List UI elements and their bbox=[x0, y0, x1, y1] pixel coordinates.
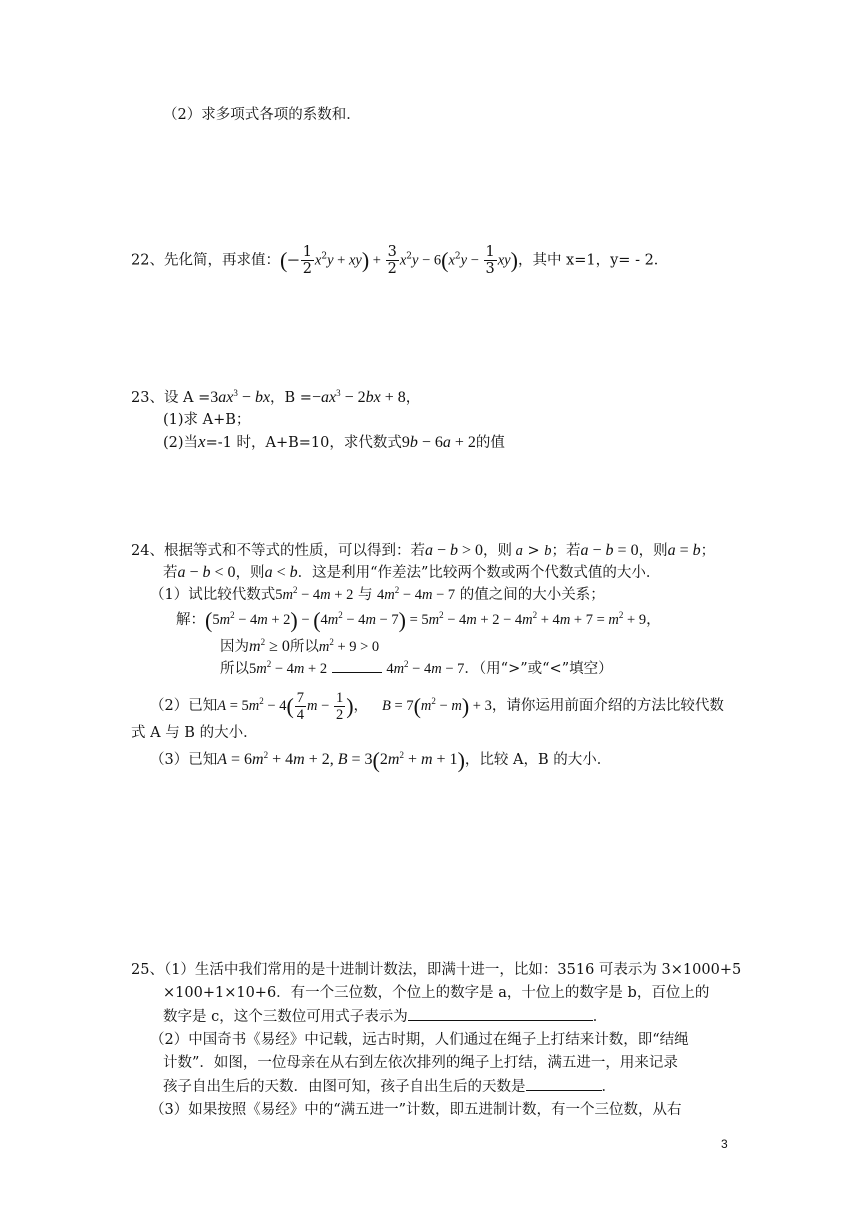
q23-part2-prefix: (2)当 bbox=[163, 435, 199, 451]
q23-part2-mid: =-1 时，A+B=10，求代数式 bbox=[205, 435, 402, 451]
q24-part3: （3）已知$A = 6m^2 + 4m + 2$, $B = 3(2m^2 + m + 1)$，比较 A，B 的大小． bbox=[150, 747, 612, 773]
q24-intro-b: ，则 bbox=[483, 543, 513, 559]
q25-line5: 计数”．如图，一位母亲在从右到左依次排列的绳子上打结，满五进一，用来记录 bbox=[163, 1055, 678, 1071]
q24-p1-c: 的值之间的大小关系； bbox=[459, 587, 605, 603]
q25-l6-end: ． bbox=[601, 1079, 616, 1095]
q24-solve-label: 解： bbox=[176, 612, 205, 628]
q25-blank-1[interactable] bbox=[408, 1006, 593, 1021]
q24-so: 所以$5m^2 - 4m + 2$ $4m^2 - 4m - 7$．（用“>”或“<”填空） bbox=[220, 659, 613, 677]
q25-line4: （2）中国奇书《易经》中记载，远古时期，人们通过在绳子上打结来计数，即“结绳 bbox=[150, 1032, 689, 1048]
q24-part2-line2: 式 A 与 B 的大小． bbox=[131, 725, 258, 741]
q25-l6-text: 孩子自出生后的天数．由图可知，孩子自出生后的天数是 bbox=[163, 1079, 526, 1095]
q25-line3 bbox=[163, 1006, 607, 1027]
q24-solution: 解：$(5m^2 - 4m + 2) - (4m^2 - 4m - 7) = 5m^2 - 4m + 2 - 4m^2 + 4m + 7 = m^2 + 9$， bbox=[176, 607, 661, 633]
q24-so-tail: ．（用“>”或“<”填空） bbox=[464, 661, 613, 677]
q23-part2: (2)当x=-1 时，A+B=10，求代数式9b − 6a + 2的值 bbox=[163, 432, 505, 451]
q24-p1-a: （1）试比较代数式 bbox=[150, 587, 276, 603]
q25-blank-2[interactable] bbox=[526, 1076, 602, 1091]
q24-p2-a: （2）已知 bbox=[150, 697, 218, 714]
q25-line2: ×100+1×10+6．有一个三位数，个位上的数字是 a，十位上的数字是 b，百位上的 bbox=[163, 985, 710, 1001]
q22-label: 22、先化简，再求值： bbox=[131, 252, 280, 269]
q24-p3-a: （3）已知 bbox=[150, 752, 218, 768]
q24-part2: （2）已知$A = 5m^2 - 4$( $\frac{7}{4}$ m − $\frac{1}{2}$ )， $B = 7(m^2 - m) + 3$，请你运用前面介绍的方法比较代数 bbox=[150, 690, 724, 723]
q24-line2-c: ．这是利用“作差法”比较两个数或两个代数式值的大小． bbox=[297, 565, 661, 581]
q23-part1: (1)求 A+B； bbox=[163, 412, 251, 428]
page-number: 3 bbox=[721, 1137, 728, 1151]
q21-part2: （2）求多项式各项的系数和． bbox=[163, 107, 361, 123]
q24-intro-d: ，则 bbox=[638, 543, 668, 559]
q25-line7: （3）如果按照《易经》中的“满五进一”计数，即五进制计数，有一个三位数，从右 bbox=[150, 1102, 682, 1118]
q24-intro-a: 24、根据等式和不等式的性质，可以得到：若 bbox=[131, 543, 425, 559]
q24-because: 因为$m^2 \ge 0$所以$m^2 + 9 > 0$ bbox=[220, 637, 380, 655]
q24-line2-b: ，则 bbox=[235, 565, 265, 581]
q25-l3-end: ． bbox=[592, 1009, 608, 1025]
q24-line2-a: 若 bbox=[163, 565, 178, 581]
q23-b-label: ，B = bbox=[270, 390, 312, 406]
q24-intro: 24、根据等式和不等式的性质，可以得到：若a − b > 0，则 a > b；若a − b = 0，则a = b； bbox=[131, 542, 716, 559]
q24-part1: （1）试比较代数式$5m^2 - 4m + 2$ 与 $4m^2 - 4m - 7$ 的值之间的大小关系； bbox=[150, 585, 605, 603]
q25-l3-text: 数字是 c，这个三数位可用式子表示为 bbox=[163, 1009, 408, 1025]
q24-p1-b: 与 bbox=[357, 587, 373, 603]
q24-line2: 若a − b < 0，则a < b．这是利用“作差法”比较两个数或两个代数式值的大小． bbox=[163, 564, 661, 581]
q25-line1: 25、（1）生活中我们常用的是十进制计数法，即满十进一，比如：3516 可表示为 3×1000+5 bbox=[131, 962, 742, 978]
q24-so-prefix: 所以 bbox=[220, 661, 249, 677]
q22-tail: ，其中 x=1，y= - 2． bbox=[517, 252, 669, 269]
q22-line: 22、先化简，再求值：(− $\frac{1}{2}$ $x^2y + xy$) + $\frac{3}{2}$ $x^2y - 6(x^2y$ − $\frac{1}{3}$ xy)，其中 x=1，y= - 2． bbox=[131, 244, 669, 277]
q25-line6 bbox=[163, 1076, 616, 1097]
q24-p2-b: ，请你运用前面介绍的方法比较代数 bbox=[491, 697, 724, 714]
q24-because-b: 所以 bbox=[289, 639, 319, 655]
q23-part2-suffix: 的值 bbox=[475, 435, 505, 451]
q24-intro-c: ；若 bbox=[551, 543, 581, 559]
q24-p3-b: ，比较 A，B 的大小． bbox=[464, 752, 612, 768]
q24-answer-blank[interactable] bbox=[332, 658, 382, 673]
q24-because-a: 因为 bbox=[220, 639, 249, 655]
q23-line: 23、设 $A =3ax^3$ − bx，$B =-ax^3 - 2bx + 8$， bbox=[131, 388, 421, 406]
q23-label: 23、设 A = bbox=[131, 390, 211, 406]
